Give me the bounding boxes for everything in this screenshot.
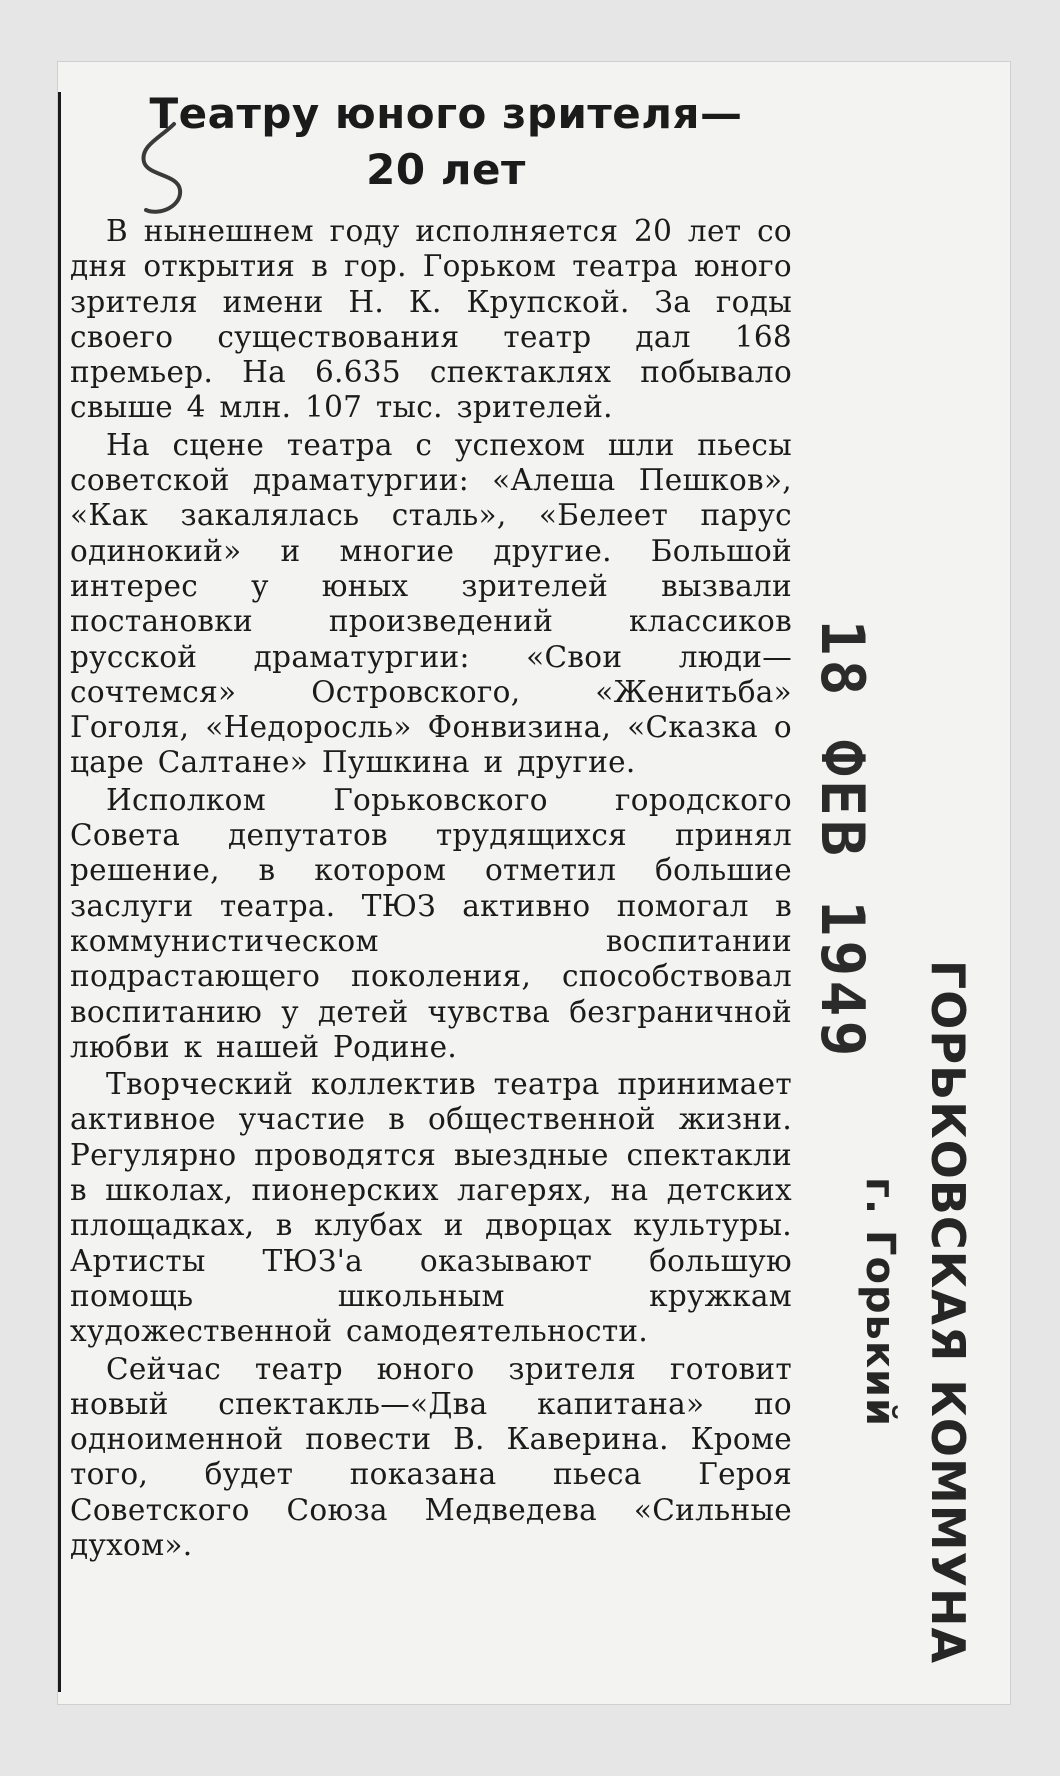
- newspaper-name-text: ГОРЬКОВСКАЯ КОММУНА: [921, 959, 975, 1665]
- article: [70, 86, 792, 1563]
- column-rule: [58, 92, 61, 1692]
- date-stamp-text: 18 ФЕВ 1949: [807, 619, 877, 1061]
- paragraph: В нынешнем году исполняется 20 лет со дня открытия в гор. Горьком театра юного зрителя имени Н. К. Крупской. За годы своего существования театр дал 168 премьер. На 6.635 спектаклях побывало свыше 4 млн. 107 тыс. зрителей.: [70, 214, 792, 425]
- article-body: [70, 214, 792, 1563]
- headline-line-1: Театру юного зрителя—: [149, 89, 743, 138]
- paragraph: На сцене театра с успехом шли пьесы советской драматургии: «Алеша Пешков», «Как закалялась сталь», «Белеет парус одинокий» и многие другие. Большой интерес у юных зрителей вызвали постановки произведений классиков русской драматургии: «Свои люди—сочтемся» Островского, «Женитьба» Гоголя, «Недоросль» Фонвизина, «Сказка о царе Салтане» Пушкина и другие.: [70, 427, 792, 780]
- paragraph: Исполком Горьковского городского Совета депутатов трудящихся принял решение, в котором отметил большие заслуги театра. ТЮЗ активно помогал в коммунистическом воспитании подрастающего поколения, способствовал воспитанию у детей чувства безграничной любви к нашей Родине.: [70, 782, 792, 1064]
- city-stamp-text: г. Горький: [857, 1176, 903, 1428]
- paragraph: Творческий коллектив театра принимает активное участие в общественной жизни. Регулярно проводятся выездные спектакли в школах, пионерских лагерях, на детских площадках, в клубах и дворцах культуры. Артисты ТЮЗ'а оказывают большую помощь школьным кружкам художественной самодеятельности.: [70, 1067, 792, 1349]
- article-headline: [70, 86, 792, 198]
- paragraph: Сейчас театр юного зрителя готовит новый спектакль—«Два капитана» по одноименной повести В. Каверина. Кроме того, будет показана пьеса Героя Советского Союза Медведева «Сильные духом».: [70, 1351, 792, 1562]
- headline-line-2: 20 лет: [366, 145, 526, 194]
